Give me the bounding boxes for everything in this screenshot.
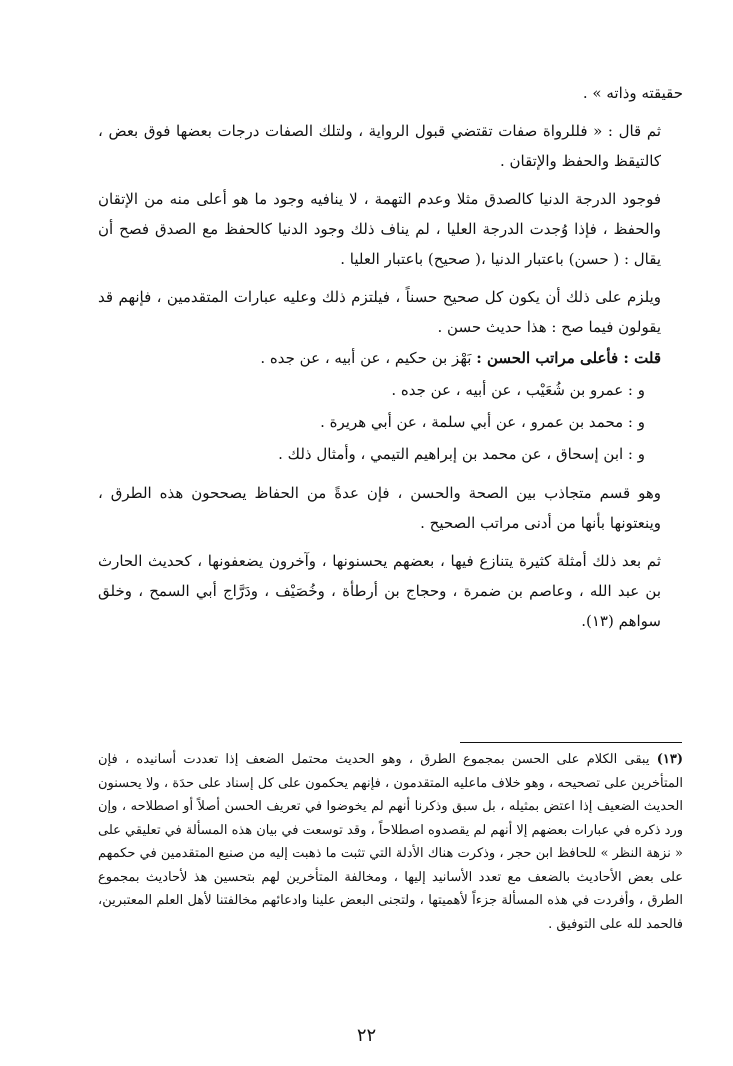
paragraph-1: ثم قال : « فللرواة صفات تقتضي قبول الرواية ، ولتلك الصفات درجات بعضها فوق بعض ، كالتيقظ والحفظ والإتقان . [98,122,661,170]
footnote-separator [460,742,682,743]
paragraph-8: وهو قسم متجاذب بين الصحة والحسن ، فإن عدةً من الحفاظ يصححون هذه الطرق ، وينعتونها بأنها من أدنى مراتب الصحيح . [98,484,661,532]
paragraph-5: و : عمرو بن شُعَيْب ، عن أبيه ، عن جده . [391,381,645,399]
main-text [98,78,683,636]
paragraph-6: و : محمد بن عمرو ، عن أبي سلمة ، عن أبي هريرة . [320,413,645,431]
paragraph-0: حقيقته وذاته » . [582,84,683,102]
page-number: ٢٢ [356,1025,377,1046]
footnote-text: يبقى الكلام على الحسن بمجموع الطرق ، وهو الحديث محتمل الضعف إذا تعددت أسانيده ، فإن المتأخرين على تصحيحه ، وهو خلاف ماعليه المتقدمون ، فإنهم يحكمون على كل إسناد على حدَة ، ولا يحسنون الحديث الضعيف إذا اعتض بمثيله ، بل سبق وذكرنا أنهم لم يخوضوا في تعريف الحسن أصلاً أو اصطلاحه ، وإن ورد ذكره في عبارات بعضهم إلا أنهم لم يقصدوه اصطلاحاً ، وقد توسعت في بيان هذه المسألة في تعليقي على « نزهة النظر » للحافظ ابن حجر ، وذكرت هناك الأدلة التي تثبت ما ذهبت إليه من صنيع المتقدمين في حكمهم على بعض الأحاديث بالضعف مع تعدد الأسانيد إليها ، ومخالفة المتأخرين لهم بتحسين هذ لأحاديث بمجموع الطرق ، وأفردت في هذه المسألة جزءاً لأهميتها ، ولتجنى البعض علينا وادعائهم مخالفتنا لأهل العلم المعتبرين، فالحمد لله على التوفيق . [98,752,683,932]
footnote-13 [98,748,683,936]
paragraph-4-lead: قلت : فأعلى مراتب الحسن : [476,349,661,367]
footnote [98,748,683,936]
paragraph-4 [98,342,683,374]
paragraph-4-rest: بَهْز بن حكيم ، عن أبيه ، عن جده . [260,349,477,367]
paragraph-7: و : ابن إسحاق ، عن محمد بن إبراهيم التيمي ، وأمثال ذلك . [278,445,645,463]
paragraph-9: ثم بعد ذلك أمثلة كثيرة يتنازع فيها ، بعضهم يحسنونها ، وآخرون يضعفونها ، كحديث الحارث بن عبد الله ، وعاصم بن ضمرة ، وحجاج بن أرطأة ، وخُصَيْف ، ودَرَّاج أبي السمح ، وخلق سواهم (١٣). [98,552,661,630]
paragraph-2: فوجود الدرجة الدنيا كالصدق مثلا وعدم التهمة ، لا ينافيه وجود ما هو أعلى منه من الإتقان والحفظ ، فإذا وُجدت الدرجة العليا ، لم يناف ذلك وجود الدنيا كالحفظ مع الصدق فصح أن يقال : ( حسن) باعتبار الدنيا ،( صحيح) باعتبار العليا . [98,190,661,268]
paragraph-3: ويلزم على ذلك أن يكون كل صحيح حسناً ، فيلتزم ذلك وعليه عبارات المتقدمين ، فإنهم قد يقولون فيما صح : هذا حديث حسن . [98,288,661,336]
footnote-marker: (١٣) [656,752,683,767]
